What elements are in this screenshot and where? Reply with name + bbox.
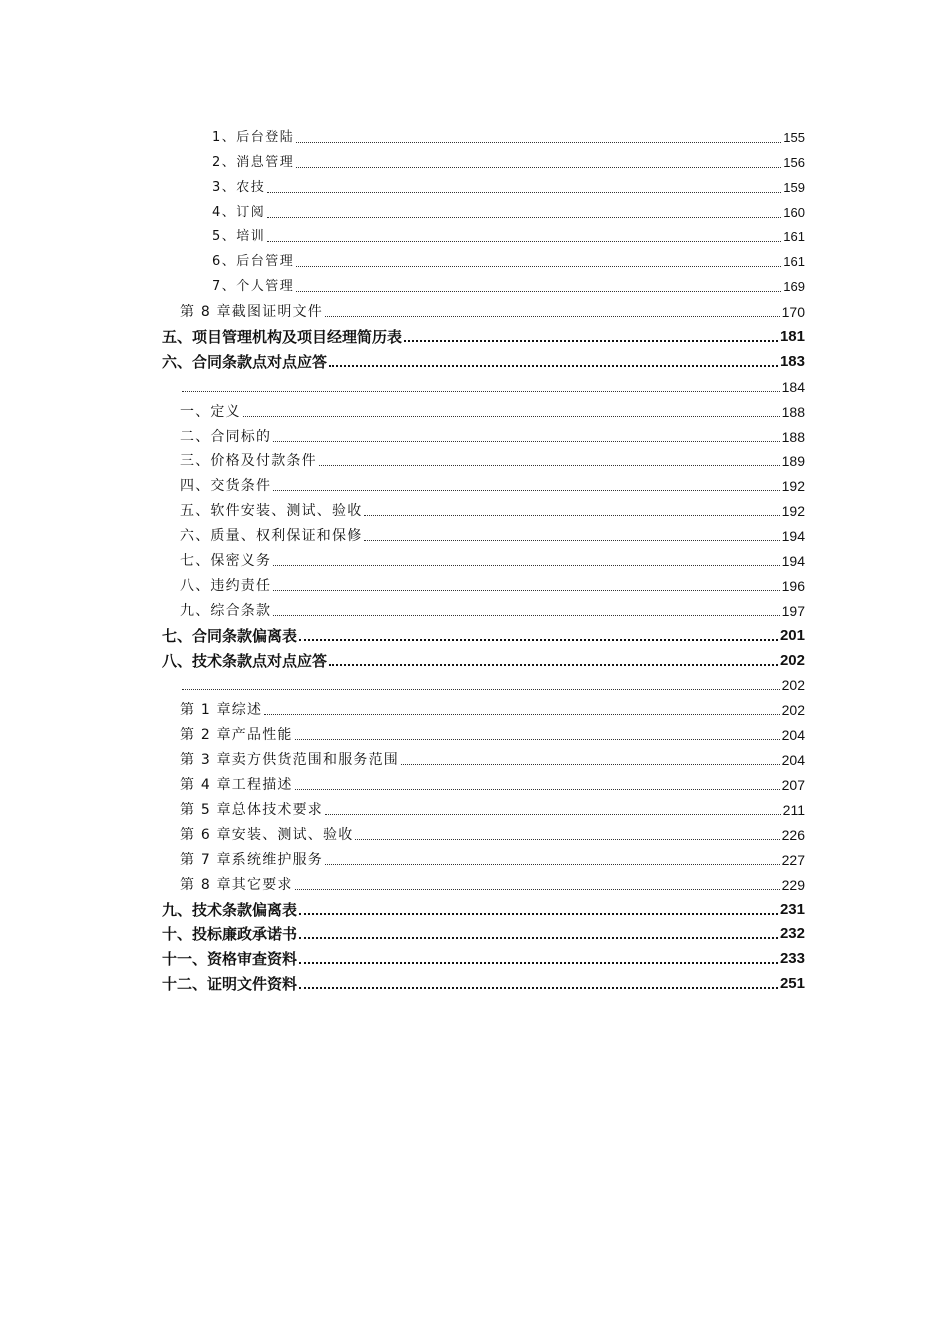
toc-entry-title: 八、违约责任 — [180, 577, 272, 594]
toc-entry-title: 七、合同条款偏离表 — [162, 626, 298, 645]
toc-entry-title: 十二、证明文件资料 — [162, 975, 298, 994]
toc-entry-title: 六、质量、权利保证和保修 — [180, 528, 363, 545]
toc-entry-title: 六、合同条款点对点应答 — [162, 352, 328, 371]
toc-entry-page-number: 192 — [781, 478, 805, 495]
toc-entry[interactable] — [0, 224, 950, 249]
toc-entry-title: 3、农技 — [212, 179, 266, 195]
toc-dot-leader — [325, 863, 780, 865]
toc-entry-title: 七、保密义务 — [180, 553, 272, 570]
toc-entry-title: 八、技术条款点对点应答 — [162, 651, 328, 670]
toc-entry-page-number: 196 — [781, 577, 805, 594]
toc-entry-page-number: 188 — [781, 428, 805, 445]
toc-entry-title: 1、后台登陆 — [212, 129, 295, 145]
toc-dot-leader — [296, 166, 781, 168]
toc-entry-page-number: 227 — [781, 851, 805, 868]
toc-entry[interactable] — [0, 124, 950, 149]
toc-entry[interactable] — [0, 497, 950, 522]
toc-entry[interactable] — [0, 298, 950, 323]
toc-entry[interactable] — [0, 746, 950, 771]
toc-entry[interactable] — [0, 522, 950, 547]
toc-entry-title: 五、软件安装、测试、验收 — [180, 503, 363, 520]
toc-entry-title: 7、个人管理 — [212, 279, 295, 295]
toc-entry[interactable] — [0, 945, 950, 970]
toc-dot-leader — [267, 240, 781, 242]
toc-dot-leader — [273, 589, 779, 591]
toc-entry-page-number: 159 — [783, 179, 805, 195]
toc-entry[interactable] — [0, 149, 950, 174]
toc-entry-page-number: 202 — [781, 677, 805, 694]
toc-entry[interactable] — [0, 896, 950, 921]
toc-entry-title: 九、综合条款 — [180, 602, 272, 619]
toc-entry[interactable] — [0, 821, 950, 846]
toc-entry-title: 五、项目管理机构及项目经理简历表 — [162, 328, 403, 347]
toc-entry[interactable] — [0, 921, 950, 946]
toc-entry-title: 第 7 章系统维护服务 — [180, 851, 324, 868]
toc-dot-leader — [329, 663, 778, 666]
toc-dot-leader — [364, 514, 779, 516]
toc-entry-title: 第 1 章综述 — [180, 702, 263, 719]
toc-entry[interactable] — [0, 323, 950, 348]
toc-entry-page-number: 197 — [781, 602, 805, 619]
toc-entry-page-number: 229 — [781, 876, 805, 893]
toc-entry-page-number: 181 — [779, 328, 805, 346]
toc-entry[interactable] — [0, 796, 950, 821]
toc-dot-leader — [273, 489, 779, 491]
toc-entry[interactable] — [0, 273, 950, 298]
toc-dot-leader — [299, 912, 778, 915]
toc-entry-title: 十、投标廉政承诺书 — [162, 925, 298, 944]
toc-dot-leader — [325, 315, 780, 317]
toc-dot-leader — [404, 339, 778, 342]
toc-dot-leader — [243, 415, 780, 417]
toc-entry[interactable] — [0, 622, 950, 647]
toc-entry[interactable] — [0, 572, 950, 597]
toc-entry[interactable] — [0, 472, 950, 497]
toc-entry[interactable] — [0, 423, 950, 448]
toc-dot-leader — [296, 265, 781, 267]
toc-entry-title: 第 5 章总体技术要求 — [180, 801, 324, 818]
toc-dot-leader — [355, 838, 779, 840]
toc-entry[interactable] — [0, 448, 950, 473]
toc-entry-title: 四、交货条件 — [180, 478, 272, 495]
toc-dot-leader — [299, 986, 778, 989]
toc-entry-title: 5、培训 — [212, 229, 266, 245]
toc-dot-leader — [273, 614, 779, 616]
toc-dot-leader — [319, 464, 780, 466]
toc-entry[interactable] — [0, 771, 950, 796]
toc-entry-page-number: 170 — [781, 304, 805, 321]
toc-entry-page-number: 232 — [779, 925, 805, 943]
toc-entry-page-number: 189 — [781, 453, 805, 470]
toc-entry[interactable] — [0, 721, 950, 746]
toc-dot-leader — [401, 763, 780, 765]
toc-dot-leader — [296, 290, 781, 292]
toc-entry-title: 二、合同标的 — [180, 428, 272, 445]
toc-entry-page-number: 155 — [783, 129, 805, 145]
toc-entry-title: 一、定义 — [180, 403, 241, 420]
toc-dot-leader — [273, 440, 779, 442]
toc-dot-leader — [295, 738, 780, 740]
toc-entry-page-number: 207 — [781, 777, 805, 794]
toc-entry[interactable] — [0, 248, 950, 273]
toc-entry-title: 九、技术条款偏离表 — [162, 900, 298, 919]
toc-entry-page-number: 161 — [783, 229, 805, 245]
toc-entry-page-number: 211 — [782, 801, 805, 818]
toc-entry-title: 第 6 章安装、测试、验收 — [180, 826, 354, 843]
toc-entry[interactable] — [0, 199, 950, 224]
toc-dot-leader — [325, 813, 781, 815]
toc-dot-leader — [299, 936, 778, 939]
toc-entry-page-number: 204 — [781, 752, 805, 769]
toc-entry[interactable] — [0, 348, 950, 373]
toc-entry-page-number: 183 — [779, 352, 805, 370]
toc-entry-page-number: 160 — [783, 204, 805, 220]
toc-entry-page-number: 194 — [781, 553, 805, 570]
toc-entry[interactable] — [0, 871, 950, 896]
toc-entry-page-number: 233 — [779, 950, 805, 968]
toc-entry[interactable] — [0, 846, 950, 871]
toc-entry-page-number: 202 — [781, 702, 805, 719]
toc-entry-page-number: 188 — [781, 403, 805, 420]
toc-dot-leader — [273, 564, 779, 566]
toc-entry[interactable] — [0, 373, 950, 398]
toc-entry-page-number: 251 — [779, 975, 805, 993]
toc-dot-leader — [295, 788, 780, 790]
toc-entry-page-number: 169 — [783, 279, 805, 295]
toc-dot-leader — [264, 713, 779, 715]
toc-dot-leader — [267, 191, 781, 193]
toc-entry-title: 三、价格及付款条件 — [180, 453, 317, 470]
toc-dot-leader — [299, 961, 778, 964]
toc-entry-page-number: 231 — [779, 900, 805, 918]
toc-entry-title: 第 4 章工程描述 — [180, 777, 293, 794]
toc-dot-leader — [364, 539, 779, 541]
toc-entry-page-number: 194 — [781, 528, 805, 545]
toc-entry-page-number: 201 — [779, 626, 805, 644]
toc-entry-title: 4、订阅 — [212, 204, 266, 220]
toc-entry-title: 2、消息管理 — [212, 154, 295, 170]
toc-entry-page-number: 184 — [781, 378, 805, 395]
toc-entry-title: 第 2 章产品性能 — [180, 727, 293, 744]
toc-entry-title: 第 8 章截图证明文件 — [180, 304, 324, 321]
toc-entry[interactable] — [0, 647, 950, 672]
toc-entry-title: 第 3 章卖方供货范围和服务范围 — [180, 752, 400, 769]
toc-entry[interactable] — [0, 597, 950, 622]
toc-dot-leader — [299, 638, 778, 641]
toc-entry-page-number: 204 — [781, 727, 805, 744]
toc-entry[interactable] — [0, 547, 950, 572]
toc-entry-page-number: 156 — [783, 154, 805, 170]
toc-dot-leader — [267, 216, 781, 218]
toc-entry-page-number: 192 — [781, 503, 805, 520]
toc-entry-page-number: 202 — [779, 651, 805, 669]
toc-entry[interactable] — [0, 672, 950, 697]
toc-dot-leader — [295, 888, 780, 890]
toc-entry[interactable] — [0, 398, 950, 423]
toc-dot-leader — [182, 390, 780, 392]
toc-entry[interactable] — [0, 174, 950, 199]
toc-entry-title: 6、后台管理 — [212, 254, 295, 270]
toc-entry-page-number: 226 — [781, 826, 805, 843]
toc-dot-leader — [182, 688, 780, 690]
toc-dot-leader — [329, 364, 778, 367]
toc-entry[interactable] — [0, 696, 950, 721]
toc-entry-page-number: 161 — [783, 254, 805, 270]
toc-entry[interactable] — [0, 970, 950, 995]
toc-entry-title: 第 8 章其它要求 — [180, 876, 293, 893]
table-of-contents — [0, 124, 950, 995]
toc-dot-leader — [296, 141, 781, 143]
toc-entry-title: 十一、资格审查资料 — [162, 950, 298, 969]
